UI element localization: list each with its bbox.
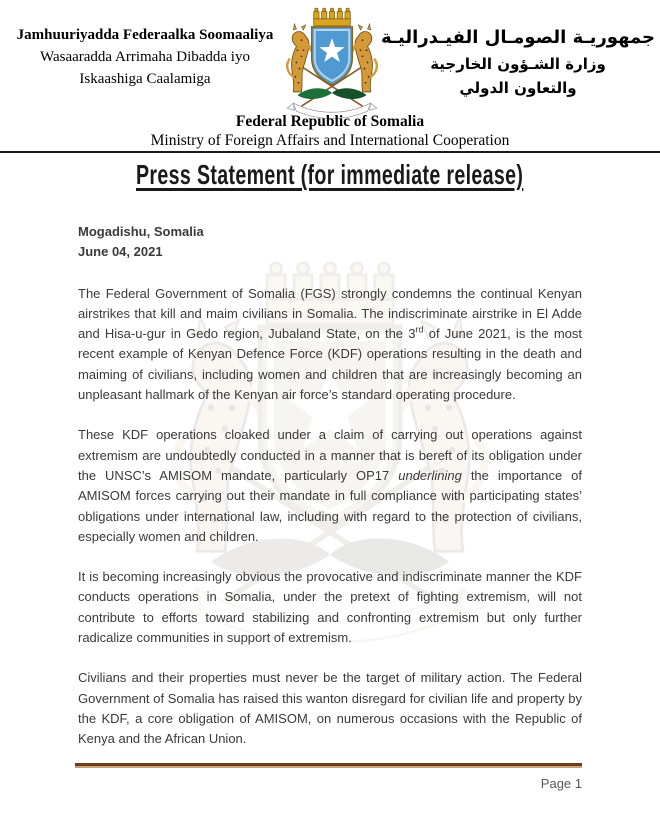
body-paragraph: Civilians and their properties must never be the target of military action. The Federal Government of Somalia has raised this wanton disregard for civilian life and property by the KDF, a core obligation of AMISOM, on numerous occasions with the Republic of Kenya and the African Union. xyxy=(78,670,582,747)
header-divider xyxy=(0,151,660,153)
header-arabic-line2: وزارة الشـؤون الخارجية xyxy=(430,55,606,73)
header-somali-line2: Wasaaradda Arrimaha Dibadda iyo xyxy=(40,49,250,65)
header-arabic-line1: جمهوريـة الصومـال الفيـدراليـة xyxy=(380,27,656,48)
header-english-line1: Federal Republic of Somalia xyxy=(235,113,425,130)
document-body xyxy=(78,222,582,770)
header-english-block xyxy=(0,112,660,150)
page-title: Press Statement (for immediate release) xyxy=(136,159,524,190)
dateline-city: Mogadishu, Somalia xyxy=(78,224,204,239)
body-paragraph: The Federal Government of Somalia (FGS) strongly condemns the continual Kenyan airstrikes that kill and maim civilians in Somalia. The indiscriminate airstrike in El Adde and Hisa-u-gur in Gedo region, Jubaland State, on the 3rd of June 2021, is the most recent example of Kenyan Defence Force (KDF) operations resulting in the death and maiming of civilians, including women and children that are increasingly becoming an unpleasant hallmark of the Kenyan air force’s standard operating procedure. xyxy=(78,285,582,403)
header-english-line2: Ministry of Foreign Affairs and International Cooperation xyxy=(150,132,510,149)
dateline-date: June 04, 2021 xyxy=(78,244,163,260)
header-somali-line1: Jamhuuriyadda Federaalka Soomaaliya xyxy=(16,27,274,43)
body-paragraph: These KDF operations cloaked under a claim of carrying out operations against extremism are undoubtedly conducted in a manner that is bereft of its obligation under the UNSC’s AMISOM mandate, particularly OP17 underlining the importance of AMISOM forces carrying out their mandate in full compliance with participating states’ obligations under international law, including with regard to the protection of civilians, especially women and children. xyxy=(78,427,582,544)
header-somali-line3: Iskaashiga Caalamiga xyxy=(79,71,211,87)
header-arabic-line3: والتعاون الدولي xyxy=(459,79,577,97)
title-row xyxy=(0,159,660,191)
body-paragraph: It is becoming increasingly obvious the provocative and indiscriminate manner the KDF conducts operations in Somalia, under the pretext of fighting extremism, will not contribute to efforts toward stabilizing and confronting extremism but only further radicalize communities in support of extremism. xyxy=(78,569,582,646)
header-arabic-block xyxy=(380,24,656,100)
header-somali-block xyxy=(12,24,278,90)
page-number-label: Page 1 xyxy=(540,776,582,791)
dateline xyxy=(78,222,582,263)
body-paragraphs xyxy=(78,284,582,750)
somalia-coat-of-arms-icon xyxy=(271,4,393,124)
